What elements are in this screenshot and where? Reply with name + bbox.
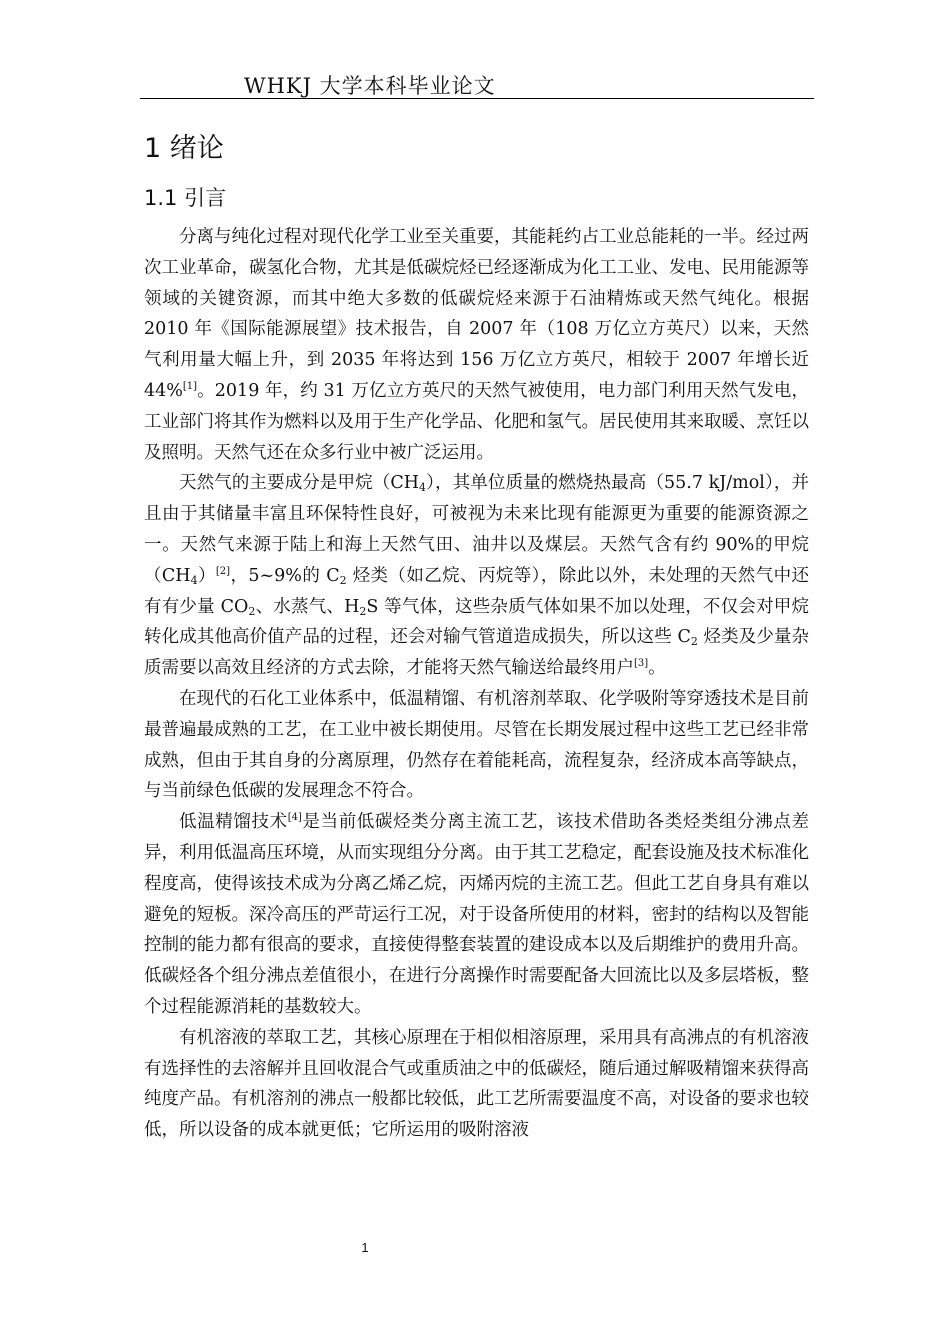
paragraph-text: ） <box>197 565 216 586</box>
header-rule <box>140 98 814 99</box>
paragraph-text: ），其单位质量的燃烧热最高（55.7 kJ/mol），并且由于其储量丰富且环保特性良好，可被视为未来比现有能源更为重要的能源资源之一。天然气来源于陆上和海上天然气田、油井以及煤层。天然气含有约 90%的甲烷（CH <box>144 473 809 586</box>
body-text <box>144 222 809 1146</box>
paragraph-2 <box>144 468 809 684</box>
paragraph-1 <box>144 222 809 468</box>
paragraph-text: 天然气的主要成分是甲烷（CH <box>179 473 420 494</box>
paragraph-text: 烃类及少量杂质需要以高效且经济的方式去除，才能将天然气输送给最终用户 <box>144 627 810 679</box>
paragraph-4 <box>144 807 809 1023</box>
chapter-title: 1 绪论 <box>144 133 224 164</box>
subscript: 4 <box>190 573 198 587</box>
paragraph-text: 低温精馏技术 <box>179 812 288 833</box>
paragraph-text: 烃类（如乙烷、丙烷等），除此以外，未处理的天然气中还有有少量 CO <box>144 565 810 617</box>
subscript: 4 <box>419 481 427 495</box>
section-title: 1.1 引言 <box>144 186 227 210</box>
subscript: 2 <box>690 635 698 649</box>
paragraph-text: 是当前低碳烃类分离主流工艺，该技术借助各类烃类组分沸点差异，利用低温高压环境，从而实现组分分离。由于其工艺稳定，配套设施及技术标准化程度高，使得该技术成为分离乙烯乙烷，丙烯丙烷的主流工艺。但此工艺自身具有难以避免的短板。深冷高压的严苛运行工况，对于设备所使用的材料，密封的结构以及智能控制的能力都有很高的要求，直接使得整套装置的建设成本以及后期维护的费用升高。低碳烃各个组分沸点差值很小，在进行分离操作时需要配备大回流比以及多层塔板，整个过程能源消耗的基数较大。 <box>144 812 810 1017</box>
paragraph-text: 、水蒸气、H <box>255 596 360 617</box>
paragraph-3: 在现代的石化工业体系中，低温精馏、有机溶剂萃取、化学吸附等穿透技术是目前最普遍最成熟的工艺，在工业中被长期使用。尽管在长期发展过程中这些工艺已经非常成熟，但由于其自身的分离原理，仍然存在着能耗高，流程复杂，经济成本高等缺点，与当前绿色低碳的发展理念不符合。 <box>144 688 809 802</box>
running-header: WHKJ 大学本科毕业论文 <box>244 74 496 98</box>
paragraph-text: 。 <box>648 658 666 679</box>
citation-ref: [4] <box>287 812 302 824</box>
paragraph-text: 分离与纯化过程对现代化学工业至关重要，其能耗约占工业总能耗的一半。经过两次工业革命，碳氢化合物，尤其是低碳烷烃已经逐渐成为化工工业、发电、民用能源等领域的关键资源，而其中绝大多数的低碳烷烃来源于石油精炼或天然气纯化。根据 2010 年《国际能源展望》技术报告，自 2007 年（108 万亿立方英尺）以来，天然气利用量大幅上升，到 2035 年将达到 156 万亿立方英尺，相较于 2007 年增长近 44% <box>144 227 809 401</box>
subscript: 2 <box>359 604 367 618</box>
citation-ref: [2] <box>215 565 231 577</box>
subscript: 2 <box>339 573 347 587</box>
subscript: 2 <box>248 604 256 618</box>
paragraph-text: S 等气体，这些杂质气体如果不加以处理，不仅会对甲烷转化成其他高价值产品的过程，还会对输气管道造成损失，所以这些 C <box>144 596 809 648</box>
citation-ref: [1] <box>182 380 198 392</box>
paragraph-text: 。2019 年，约 31 万亿立方英尺的天然气被使用，电力部门利用天然气发电，工业部门将其作为燃料以及用于生产化学品、化肥和氢气。居民使用其来取暖、烹饪以及照明。天然气还在众多行业中被广泛运用。 <box>144 380 809 463</box>
citation-ref: [3] <box>634 658 649 670</box>
paragraph-5: 有机溶液的萃取工艺，其核心原理在于相似相溶原理，采用具有高沸点的有机溶液有选择性的去溶解并且回收混合气或重质油之中的低碳烃，随后通过解吸精馏来获得高纯度产品。有机溶剂的沸点一般都比较低，此工艺所需要温度不高，对设备的要求也较低，所以设备的成本就更低；它所运用的吸附溶液 <box>144 1027 809 1141</box>
paragraph-text: ，5~9%的 C <box>230 565 340 586</box>
page-number: 1 <box>361 1240 369 1255</box>
